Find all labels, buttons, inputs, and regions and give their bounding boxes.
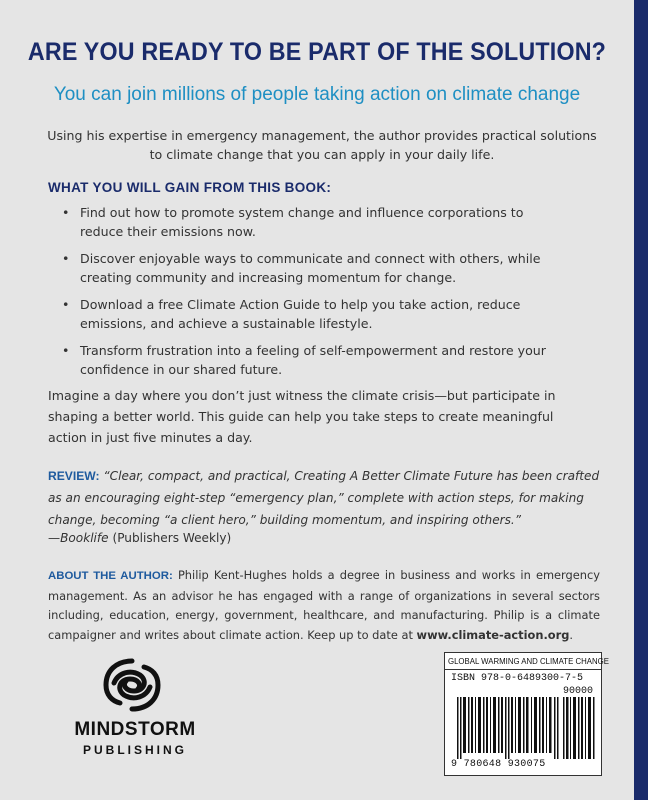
subheadline: You can join millions of people taking action on climate change [53,84,581,105]
about-label: ABOUT THE AUTHOR: [48,570,173,582]
bullet-icon: • [62,343,70,358]
headline: ARE YOU READY TO BE PART OF THE SOLUTION? [27,38,607,66]
bullet-icon: • [62,205,70,220]
gain-section-title: WHAT YOU WILL GAIN FROM THIS BOOK: [48,180,332,195]
about-end: . [569,627,573,642]
isbn-text: ISBN 978-0-6489300-7-5 [451,673,584,684]
barcode-category: GLOBAL WARMING AND CLIMATE CHANGE [448,656,609,666]
barcode-box [444,652,609,776]
publisher-logo [60,655,210,765]
spine-edge [634,0,648,800]
author-website-link[interactable]: www.climate-action.org [416,627,570,642]
about-text: Philip Kent-Hughes holds a degree in business and works in emergency management. As an advisor he has engaged with a range of organizations in several sectors including, education, energy, government, healthcare, and manufacturing. Philip is a climate campaigner and writes about climate action. Keep up to date at [48,568,600,642]
list-item-text: Discover enjoyable ways to communicate and connect with others, while creating community and increasing momentum for change. [80,251,541,285]
bullet-icon: • [62,297,70,312]
list-item [62,342,552,379]
list-item-text: Transform frustration into a feeling of self-empowerment and restore your confidence in our shared future. [80,343,546,377]
barcode-number: 9 780648 930075 [451,759,546,770]
barcode-divider [445,669,601,670]
list-item-text: Download a free Climate Action Guide to help you take action, reduce emissions, and achieve a sustainable lifestyle. [80,297,521,331]
review-block [48,465,600,531]
about-author [48,566,600,645]
review-source: —Booklife [48,531,109,545]
list-item [62,250,552,287]
list-item-text: Find out how to promote system change and influence corporations to reduce their emissions now. [80,205,524,239]
price-code: 90000 [563,686,594,697]
review-label: REVIEW: [48,469,100,483]
list-item [62,204,552,241]
review-quote: “Clear, compact, and practical, Creating A Better Climate Future has been crafted as an encouraging eight-step “emergency plan,” complete with action steps, for making change, becoming “a client hero,” building momentum, and inspiring others.” [48,469,600,527]
imagine-paragraph: Imagine a day where you don’t just witness the climate crisis—but participate in shaping a better world. This guide can help you take steps to create meaningful action in just five minutes a day. [48,388,556,445]
swirl-logo-icon [100,655,164,715]
publisher-sub: PUBLISHING [82,743,187,757]
list-item [62,296,552,333]
benefits-list [62,204,552,388]
review-source-detail: (Publishers Weekly) [112,531,232,545]
publisher-name: MINDSTORM [74,719,196,740]
barcode-bars-icon [457,697,559,759]
barcode-addon-icon [563,697,595,759]
bullet-icon: • [62,251,70,266]
review-attribution [48,531,231,545]
intro-paragraph: Using his expertise in emergency management, the author provides practical solutions to climate change that you can apply in your daily life. [47,128,597,162]
